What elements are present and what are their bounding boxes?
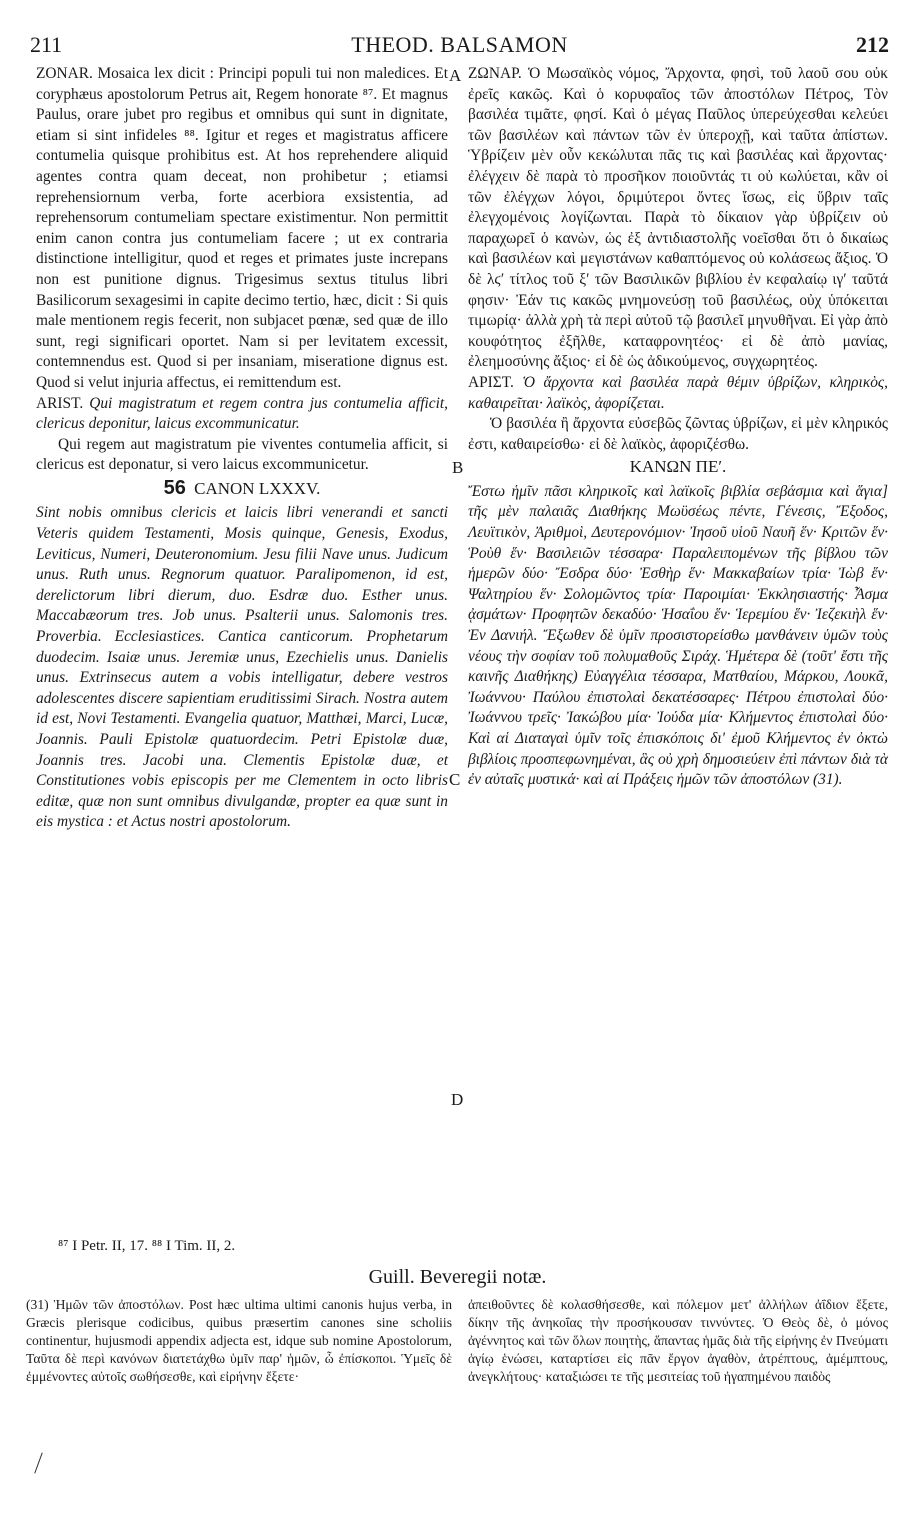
arist-label: ARIST. xyxy=(36,394,84,412)
footnotes: ⁸⁷ I Petr. II, 17. ⁸⁸ I Tim. II, 2. xyxy=(58,1238,236,1254)
greek-column xyxy=(468,64,888,791)
canon-text-latin: Sint nobis omnibus clericis et laicis libri venerandi et sancti Veteris quidem Testamenti, Mosis quinque, Genesis, Exodus, Leviticus, Numeri, Deuteronomium. Jesu filii Nave unus. Judicum unus. Ruth unus. Regnorum quatuor. Paralipomenon, id est, derelictorum libri dierum, duo. Esdræ duo. Esther unus. Maccabæorum tres. Job unus. Psalterii unus. Salomonis tres. Proverbia. Ecclesiastices. Cantica canticorum. Prophetarum duodecim. Isaiæ unus. Jeremiæ unus, Ezechielis unus. Danielis unus. Extrinsecus autem a vobis intelligatur, debere vestros adolescentes discere sapientiam eruditissimi Sirach. Nostra autem id est, Novi Testamenti. Evangelia quatuor, Matthæi, Marci, Lucæ, Joannis. Pauli Epistolæ quatuordecim. Petri Epistolæ duæ, Joannis tres. Jacobi una. Clementis Epistolæ duæ, et Constitutiones vobis episcopis per me Clementem in octo libris editæ, quæ non sunt omnibus divulgandæ, propter ea quæ sunt in eis mystica : et Actus nostri apostolorum. xyxy=(36,504,448,831)
canon-heading-latin xyxy=(36,478,448,500)
canon-text-greek: Ἔστω ἡμῖν πᾶσι κληρικοῖς καὶ λαϊκοῖς βιβλία σεβάσμια καὶ ἅγια] τῆς μὲν παλαιᾶς Διαθήκης Μωϋσέως πέντε, Γένεσις, Ἔξοδος, Λευϊτικὸν, Ἀριθμοὶ, Δευτερονόμιον· Ἰησοῦ υἱοῦ Ναυῆ ἕν· Κριτῶν ἕν· Ῥοὺθ ἕν· Βασιλειῶν τέσσαρα· Παραλειπομένων τῆς βίβλου τῶν ἡμερῶν δύο· Ἔσδρα δύο· Ἐσθὴρ ἕν· Μακκαβαίων τρία· Ἰὼβ ἕν· Ψαλτηρίου ἕν· Σολομῶντος τρία· Παροιμίαι· Ἐκκλησιαστής· Ἆσμα ᾀσμάτων· Προφητῶν δεκαδύο· Ἡσαΐου ἕν· Ἱερεμίου ἕν· Ἰεζεκιὴλ ἕν· Ἐν Δανιήλ. Ἔξωθεν δὲ ὑμῖν προσιστορείσθω μανθάνειν ὑμῶν τοὺς νέους τὴν σοφίαν τοῦ πολυμαθοῦς Σιράχ. Ἡμέτερα δὲ (τοῦτ' ἔστι τῆς καινῆς Διαθήκης) Εὐαγγέλια τέσσαρα, Ματθαίου, Μάρκου, Λουκᾶ, Ἰωάννου· Παύλου ἐπιστολαὶ δεκατέσσαρες· Πέτρου ἐπιστολαὶ δύο· Ἰωάννου τρεῖς· Ἰακώβου μία· Ἰούδα μία· Κλήμεντος ἐπιστολαὶ δύο· Καὶ αἱ Διαταγαὶ ὑμῖν τοῖς ἐπισκόποις δι' ἐμοῦ Κλήμεντος ἐν ὀκτὼ βιβλίοις προσπεφωνημέναι, ἃς οὐ χρὴ δημοσιεύειν ἐπὶ πάντων διὰ τὰ ἐν αὐταῖς μυστικά· καὶ αἱ Πράξεις ἡμῶν τῶν ἀποστόλων (31). xyxy=(468,482,888,789)
zonar-greek-text: Ὁ Μωσαϊκὸς νόμος, Ἄρχοντα, φησὶ, τοῦ λαοῦ σου οὐκ ἐρεῖς κακῶς. Καὶ ὁ κορυφαῖος τῶν ἀποστόλων Πέτρος, Τὸν βασιλέα τιμᾶτε, φησί. Καὶ ὁ μέγας Παῦλος ὑπερεύχεσθαι κελεύει τῶν βασιλέων καὶ πάντων τῶν ἐν ὑπεροχῇ, καὶ ταῦτα ἀπίστων. Ὑβρίζειν μὲν οὖν κεκώλυται πᾶς τις καὶ βασιλέας καὶ ἄρχοντας· ἐλέγχειν δὲ παρὰ τὸ προσῆκον ποιοῦντάς τι οὐ κωλύεται, κἂν οἱ τῶν ἐλέγχων λόγοι, δριμύτεροι ὄντες ἴσως, εἰς ὕβριν ταῖς ἐλεγχομένοις λογίζωνται. Παρὰ τὸ δίκαιον γὰρ ὑβρίζειν οὐ παραχωρεῖ ὁ κανὼν, ὡς ἐξ ἀντιδιαστολῆς νοεῖσθαι ὅτι ὁ δικαίως καὶ βασιλέων καὶ μεγιστάνων καθαπτόμενος οὐ κολάσεως ἄξιος. Ὁ δὲ λϛ′ τίτλος τοῦ ξ′ τῶν Βασιλικῶν βιβλίου ἐν κεφαλαίῳ ιγ′ ταῦτά φησιν· Ἐάν τις κακῶς μνημονεύσῃ τοῦ βασιλέως, οὐχ ὑπόκειται τιμωρίᾳ· ἀλλὰ χρὴ τὰ περὶ αὐτοῦ τῷ βασιλεῖ μηνυθῆναι. Εἰ γὰρ ἀπὸ κουφότητος ἐξῆλθε, καταφρονητέος· εἰ δὲ ἀπὸ μανίας, ἐλεημοσύνης ἄξιος· εἰ δὲ ὡς ἀδικούμενος, συγχωρητέος. xyxy=(468,65,888,371)
margin-letter-c: C xyxy=(449,770,461,789)
latin-column xyxy=(36,64,448,833)
notes-heading: Guill. Beveregii notæ. xyxy=(368,1266,547,1288)
arist-greek-text: Ὁ ἄρχοντα καὶ βασιλέα παρὰ θέμιν ὑβρίζων, κληρικὸς, καθαιρεῖται· λαϊκὸς, ἀφορίζεται. xyxy=(468,373,888,412)
margin-letter-b: B xyxy=(452,458,464,477)
zonar-latin-paragraph xyxy=(36,64,448,394)
running-title: THEOD. BALSAMON xyxy=(351,32,568,57)
zonar-greek-label: ΖΩΝΑΡ. xyxy=(468,65,522,82)
notes-right-column: ἀπειθοῦντες δὲ κολασθήσεσθε, καὶ πόλεμον μετ' ἀλλήλων ἀΐδιον ἕξετε, δίκην τῆς ἀνηκοΐας τὴν προσήκουσαν τιννύντες. Ὁ Θεὸς δὲ, ὁ μόνος ἀγέννητος καὶ τῶν ὅλων ποιητὴς, ἅπαντας ἡμᾶς διὰ τῆς εἰρήνης ἐν Πνεύματι ἁγίῳ ἑνώσει, καταρτίσει εἰς πᾶν ἔργον ἀγαθὸν, ἀτρέπτους, ἀμέμπτους, ἀνεγκλήτους· καταξιώσει τε τῆς μεσιτείας τοῦ ἠγαπημένου παιδὸς xyxy=(468,1297,888,1384)
notes-left-column: (31) Ἡμῶν τῶν ἀποστόλων. Post hæc ultima ultimi canonis hujus verba, in Græcis plerisque codicibus, quibus præsertim canones sine scholiis continentur, hujusmodi appendix adjecta est, idque sub nomine Apostolorum, Ταῦτα δὲ περὶ κανόνων διατετάχθω ὑμῖν παρ' ἡμῶν, ὦ ἐπίσκοποι. Ὑμεῖς δὲ ἐμμένοντες αὐτοῖς σωθήσεσθε, καὶ εἰρήνην ἕξετε· xyxy=(26,1297,452,1384)
arist-greek-paragraph xyxy=(468,373,888,414)
zonar-greek-paragraph xyxy=(468,64,888,373)
paraphrase-latin: Qui regem aut magistratum pie viventes contumelia afficit, si clericus est deponatur, si vero laicus excommunicetur. xyxy=(36,435,448,474)
arist-latin-text: Qui magistratum et regem contra jus contumelia afficit, clericus deponitur, laicus excommunicatur. xyxy=(36,394,448,433)
page-number-left: 211 xyxy=(30,32,63,57)
zonar-latin-text: Mosaica lex dicit : Principi populi tui non maledices. Et coryphæus apostolorum Petrus ait, Regem honorate ⁸⁷. Et magnus Paulus, orare jubet pro regibus et omnibus qui sunt in dignitate, etiam si sint infideles ⁸⁸. Igitur et reges et magistratus afficere contumelia quisque prohibitus est. At hos reprehendere aliquid agentes contra quam deceat, non prohibetur ; etiamsi reprehensiornum verba, forte acerbiora exsistentia, ad reprehensorum contumeliam spectare existimentur. Non permittit enim canon contra jus contumeliam facere ; ut ex contraria distinctione intelligitur, quod et reges et primates juste increpans non est punitione dignus. Trigesimus sextus titulus libri Basilicorum sexagesimi in capite decimo tertio, hæc, dicit : Si quis male mentionem regis fecerit, non subjacet pœnæ, sed quæ de illo sunt, regi significari oportet. Nam si per levitatem excessit, contemnendus est. Quod si per insaniam, miseratione dignus est. Quod si velut injuria affectus, ei remittendum est. xyxy=(36,65,448,391)
canon-title-latin: CANON LXXXV. xyxy=(194,478,321,498)
running-header xyxy=(30,32,889,62)
arist-greek-label: ΑΡΙΣΤ. xyxy=(468,373,514,391)
canon-heading-greek xyxy=(468,457,888,478)
paraphrase-greek: Ὁ βασιλέα ἢ ἄρχοντα εὐσεβῶς ζῶντας ὑβρίζων, εἰ μὲν κληρικός ἐστι, καθαιρείσθω· εἰ δὲ λαϊκὸς, ἀφοριζέσθω. xyxy=(468,415,888,453)
canon-title-greek: ΚΑΝΩΝ ΠΕ′. xyxy=(629,457,727,477)
arist-latin-paragraph xyxy=(36,394,448,435)
zonar-label: ZONAR. xyxy=(36,65,93,82)
margin-letter-a: A xyxy=(449,66,462,85)
ink-mark xyxy=(34,1452,42,1473)
margin-letter-d: D xyxy=(451,1090,464,1109)
canon-marginal-number: 56 xyxy=(163,476,186,499)
page-number-right: 212 xyxy=(856,32,889,57)
